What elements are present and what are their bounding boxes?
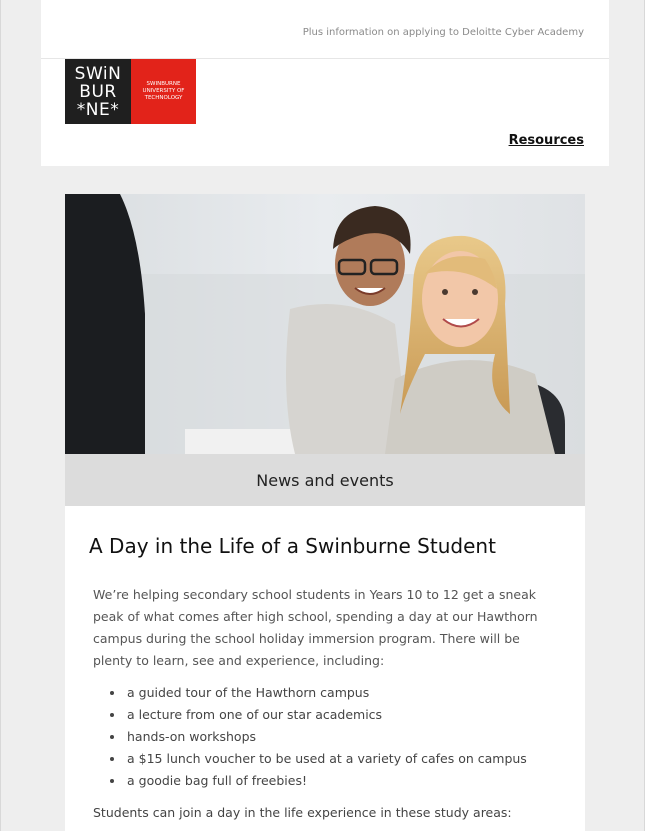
article-bullet-list [109, 682, 527, 792]
logo-wordmark-line-3: *NE* [76, 99, 120, 120]
list-item: • a guided tour of the Hawthorn campus [125, 682, 527, 704]
article-heading: A Day in the Life of a Swinburne Student [89, 534, 496, 558]
email-header [41, 0, 609, 166]
photo-two-students-smiling-icon [65, 194, 585, 454]
logo-institution-line-1: SWINBURNE [146, 81, 181, 87]
logo-wordmark-line-1: SWiN [74, 63, 122, 84]
preheader-link[interactable]: Plus information on applying to Deloitte Cyber Academy [302, 27, 584, 38]
swinburne-logo[interactable] [65, 59, 196, 124]
resources-link[interactable]: Resources [508, 133, 584, 148]
article-footer-text: Students can join a day in the life experience in these study areas: [93, 805, 512, 820]
logo-institution-line-2: UNIVERSITY OF [142, 88, 185, 94]
logo-wordmark [65, 59, 131, 124]
page-border-left [0, 0, 1, 831]
hero-image[interactable] [65, 194, 585, 454]
article-card [65, 506, 585, 831]
list-item: • a $15 lunch voucher to be used at a variety of cafes on campus [125, 748, 527, 770]
logo-institution-name [131, 59, 196, 124]
logo-wordmark-line-2: BUR [79, 81, 117, 102]
logo-institution-line-3: TECHNOLOGY [144, 95, 183, 101]
list-item: • a lecture from one of our star academics [125, 704, 527, 726]
section-title: News and events [256, 470, 394, 490]
list-item: • a goodie bag full of freebies! [125, 770, 527, 792]
list-item: • hands-on workshops [125, 726, 527, 748]
article-intro: We’re helping secondary school students in Years 10 to 12 get a sneak peak of what comes after high school, spending a day at our Hawthorn campus during the school holiday immersion program. There will be plenty to learn, see and experience, including: [93, 587, 538, 668]
section-band [65, 454, 585, 506]
